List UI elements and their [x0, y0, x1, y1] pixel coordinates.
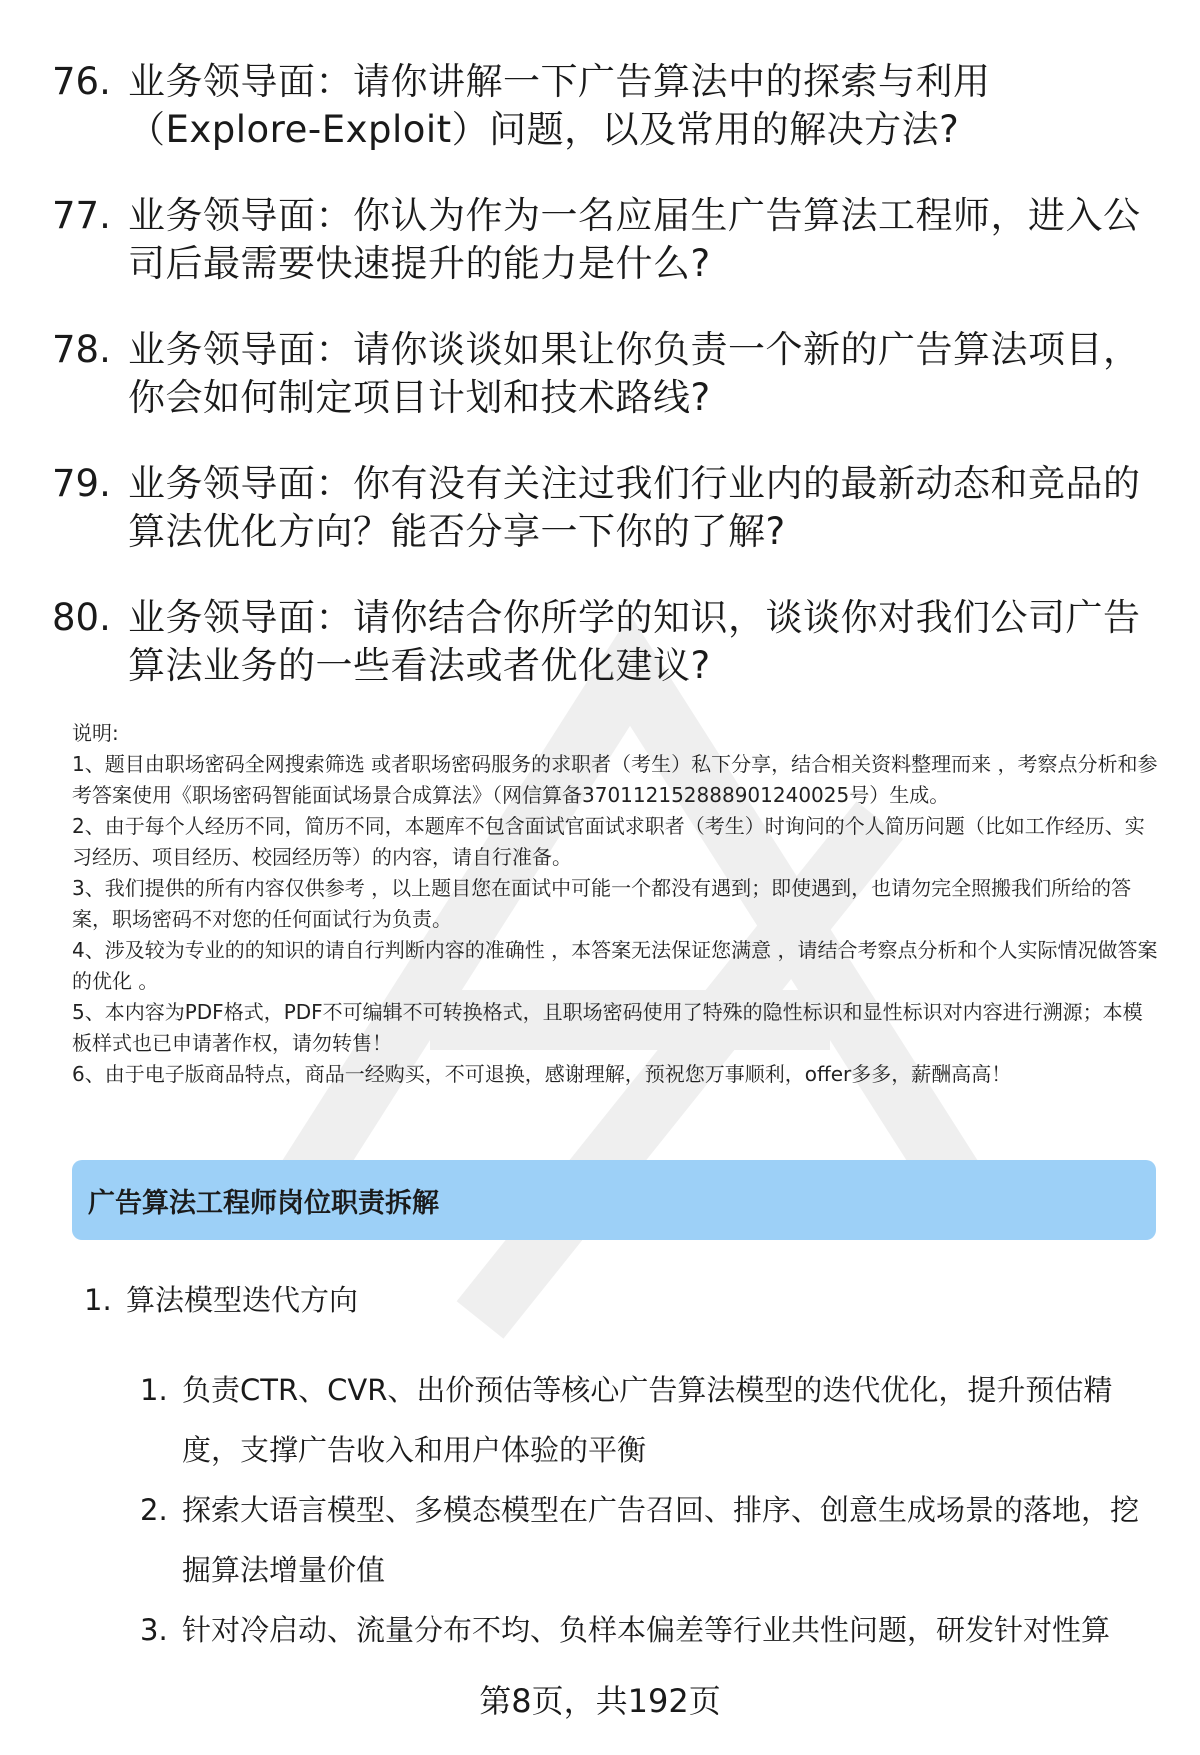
question-text: 业务领导面：请你讲解一下广告算法中的探索与利用（Explore-Exploit）问题，以及常用的解决方法?	[128, 60, 991, 151]
duties-list	[84, 1280, 1164, 1660]
question-number: 76.	[52, 60, 111, 103]
question-item	[52, 326, 1142, 422]
question-text: 业务领导面：你有没有关注过我们行业内的最新动态和竞品的算法优化方向？能否分享一下你的了解?	[128, 462, 1141, 553]
question-number: 80.	[52, 596, 111, 639]
question-item	[52, 58, 1142, 154]
duty-subitem-text: 探索大语言模型、多模态模型在广告召回、排序、创意生成场景的落地，挖掘算法增量价值	[182, 1493, 1140, 1587]
question-text: 业务领导面：你认为作为一名应届生广告算法工程师，进入公司后最需要快速提升的能力是什么?	[128, 194, 1141, 285]
question-text: 业务领导面：请你谈谈如果让你负责一个新的广告算法项目，你会如何制定项目计划和技术路线?	[128, 328, 1141, 419]
note-item: 1、题目由职场密码全网搜索筛选 或者职场密码服务的求职者（考生）私下分享，结合相关资料整理而来 ，考察点分析和参考答案使用《职场密码智能面试场景合成算法》（网信算备370112152888901240025号）生成。	[72, 752, 1158, 807]
section-header	[72, 1160, 1156, 1240]
section-title: 广告算法工程师岗位职责拆解	[88, 1187, 439, 1219]
question-number: 79.	[52, 462, 111, 505]
duty-subitem-text: 负责CTR、CVR、出价预估等核心广告算法模型的迭代优化，提升预估精度，支撑广告收入和用户体验的平衡	[182, 1373, 1113, 1467]
question-number: 78.	[52, 328, 111, 371]
duty-category-number: 1.	[84, 1283, 112, 1317]
duty-subitem-number: 2.	[140, 1493, 168, 1527]
question-text: 业务领导面：请你结合你所学的知识，谈谈你对我们公司广告算法业务的一些看法或者优化建议?	[128, 596, 1141, 687]
question-number: 77.	[52, 194, 111, 237]
duty-subitem	[140, 1360, 1164, 1480]
duty-subitem	[140, 1600, 1164, 1660]
duty-subitem-text: 针对冷启动、流量分布不均、负样本偏差等行业共性问题，研发针对性算	[182, 1613, 1111, 1647]
duty-subitem-number: 1.	[140, 1373, 168, 1407]
duty-category-label: 算法模型迭代方向	[126, 1283, 359, 1317]
note-item: 4、涉及较为专业的的知识的请自行判断内容的准确性 ，本答案无法保证您满意 ，请结合考察点分析和个人实际情况做答案的优化 。	[72, 938, 1158, 993]
notes-block	[72, 718, 1162, 1090]
duty-category	[84, 1280, 1164, 1320]
note-item: 3、我们提供的所有内容仅供参考 ，以上题目您在面试中可能一个都没有遇到；即使遇到，也请勿完全照搬我们所给的答案，职场密码不对您的任何面试行为负责。	[72, 876, 1132, 931]
duty-subitems	[84, 1360, 1164, 1660]
note-item: 2、由于每个人经历不同，简历不同，本题库不包含面试官面试求职者（考生）时询问的个人简历问题（比如工作经历、实习经历、项目经历、校园经历等）的内容，请自行准备。	[72, 814, 1145, 869]
notes-heading: 说明:	[72, 721, 119, 745]
question-item	[52, 594, 1142, 690]
question-item	[52, 192, 1142, 288]
page-footer: 第8页，共192页	[479, 1682, 721, 1720]
question-list	[52, 58, 1142, 728]
duty-subitem	[140, 1480, 1164, 1600]
note-item: 6、由于电子版商品特点，商品一经购买，不可退换，感谢理解，预祝您万事顺利，offer多多，薪酬高高！	[72, 1062, 1012, 1086]
note-item: 5、本内容为PDF格式，PDF不可编辑不可转换格式，且职场密码使用了特殊的隐性标识和显性标识对内容进行溯源；本模板样式也已申请著作权，请勿转售！	[72, 1000, 1143, 1055]
duty-subitem-number: 3.	[140, 1613, 168, 1647]
question-item	[52, 460, 1142, 556]
